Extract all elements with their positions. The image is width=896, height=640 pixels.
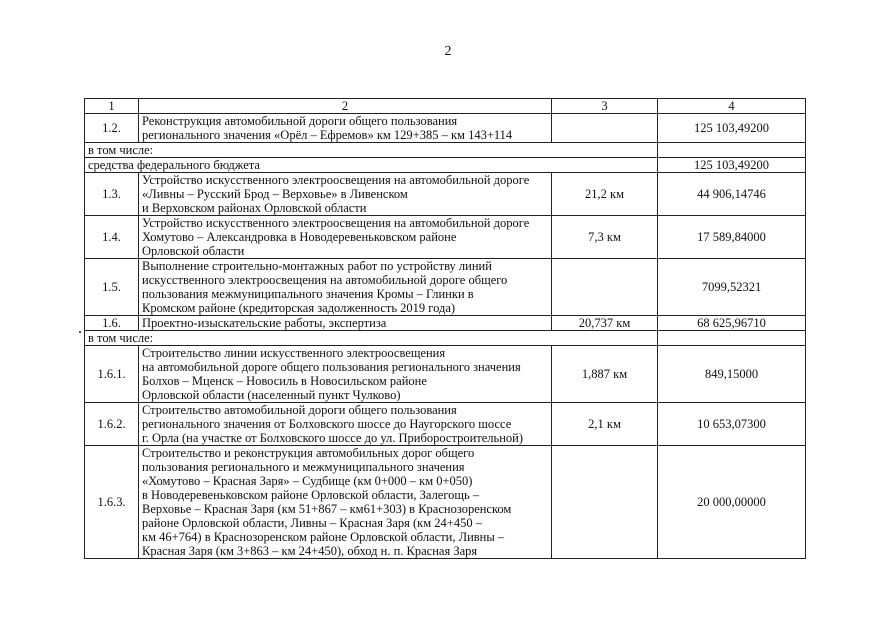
description-line: регионального значения от Болховского шоссе до Наугорского шоссе	[142, 417, 512, 431]
item-number: 1.4.	[85, 216, 139, 259]
item-description	[139, 316, 552, 331]
header-cell-2: 2	[139, 99, 552, 114]
description-line: и Верховском районах Орловской области	[142, 201, 367, 215]
description-line: Строительство автомобильной дороги общего пользования	[142, 403, 457, 417]
item-description	[139, 403, 552, 446]
description-line: пользования межмуниципального значения Кромы – Глинки в	[142, 287, 474, 301]
amount-cell: 44 906,14746	[658, 173, 806, 216]
description-line: районе Орловской области, Ливны – Красная Заря (км 24+450 –	[142, 516, 482, 530]
amount-cell: 10 653,07300	[658, 403, 806, 446]
item-number: 1.3.	[85, 173, 139, 216]
amount-cell	[658, 143, 806, 158]
description-line: Строительство линии искусственного электроосвещения	[142, 346, 446, 360]
description-line: Проектно-изыскательские работы, экспертиза	[142, 316, 387, 330]
table-header-row	[85, 99, 806, 114]
table-row	[85, 259, 806, 316]
table-row	[85, 114, 806, 143]
description-line: км 46+764) в Краснозоренском районе Орловской области, Ливны –	[142, 530, 505, 544]
item-description	[139, 173, 552, 216]
item-description	[139, 259, 552, 316]
length-cell	[552, 446, 658, 559]
item-number: 1.2.	[85, 114, 139, 143]
description-line: Выполнение строительно-монтажных работ по устройству линий	[142, 259, 492, 273]
table-body	[85, 99, 806, 559]
header-cell-3: 3	[552, 99, 658, 114]
table-subheading-row	[85, 331, 806, 346]
item-description	[139, 216, 552, 259]
description-line: регионального значения «Орёл – Ефремов» км 129+385 – км 143+114	[142, 128, 513, 142]
item-description	[139, 114, 552, 143]
length-cell: 20,737 км	[552, 316, 658, 331]
length-cell	[552, 259, 658, 316]
table-row	[85, 446, 806, 559]
item-number: 1.6.1.	[85, 346, 139, 403]
item-number: 1.6.3.	[85, 446, 139, 559]
item-number: 1.6.	[85, 316, 139, 331]
subheading-label: в том числе:	[85, 331, 658, 346]
budget-table	[84, 98, 806, 559]
header-cell-4: 4	[658, 99, 806, 114]
amount-cell: 7099,52321	[658, 259, 806, 316]
item-description	[139, 446, 552, 559]
table-row	[85, 403, 806, 446]
table-subheading-row	[85, 158, 806, 173]
description-line: Реконструкция автомобильной дороги общего пользования	[142, 114, 458, 128]
description-line: Орловской области	[142, 244, 245, 258]
description-line: пользования регионального и межмуниципального значения	[142, 460, 465, 474]
length-cell	[552, 114, 658, 143]
amount-cell: 849,15000	[658, 346, 806, 403]
description-line: Болхов – Мценск – Новосиль в Новосильском районе	[142, 374, 427, 388]
item-description	[139, 346, 552, 403]
length-cell: 1,887 км	[552, 346, 658, 403]
description-line: Хомутово – Александровка в Новодеревеньковском районе	[142, 230, 457, 244]
amount-cell: 125 103,49200	[658, 158, 806, 173]
description-line: Устройство искусственного электроосвещения на автомобильной дороге	[142, 173, 530, 187]
page-number: 2	[444, 44, 452, 59]
subheading-label: средства федерального бюджета	[85, 158, 658, 173]
description-line: Устройство искусственного электроосвещения на автомобильной дороге	[142, 216, 530, 230]
length-cell: 21,2 км	[552, 173, 658, 216]
description-line: «Ливны – Русский Брод – Верховье» в Ливенском	[142, 187, 408, 201]
amount-cell	[658, 331, 806, 346]
description-line: Кромском районе (кредиторская задолженность 2019 года)	[142, 301, 456, 315]
description-line: искусственного электроосвещения на автомобильной дороге общего	[142, 273, 508, 287]
table-subheading-row	[85, 143, 806, 158]
length-cell: 2,1 км	[552, 403, 658, 446]
scan-dot	[79, 331, 81, 333]
table-row	[85, 346, 806, 403]
amount-cell: 17 589,84000	[658, 216, 806, 259]
length-cell: 7,3 км	[552, 216, 658, 259]
amount-cell: 125 103,49200	[658, 114, 806, 143]
subheading-label: в том числе:	[85, 143, 658, 158]
amount-cell: 20 000,00000	[658, 446, 806, 559]
item-number: 1.6.2.	[85, 403, 139, 446]
description-line: в Новодеревеньковском районе Орловской области, Залегощь –	[142, 488, 480, 502]
amount-cell: 68 625,96710	[658, 316, 806, 331]
description-line: Верховье – Красная Заря (км 51+867 – км61+303) в Краснозоренском	[142, 502, 512, 516]
header-cell-1: 1	[85, 99, 139, 114]
table-row	[85, 216, 806, 259]
table-row	[85, 173, 806, 216]
description-line: г. Орла (на участке от Болховского шоссе до ул. Приборостроительной)	[142, 431, 524, 445]
description-line: на автомобильной дороге общего пользования регионального значения	[142, 360, 521, 374]
description-line: «Хомутово – Красная Заря» – Судбище (км 0+000 – км 0+050)	[142, 474, 473, 488]
description-line: Красная Заря (км 3+863 – км 24+450), обход н. п. Красная Заря	[142, 544, 478, 558]
description-line: Строительство и реконструкция автомобильных дорог общего	[142, 446, 475, 460]
item-number: 1.5.	[85, 259, 139, 316]
description-line: Орловской области (населенный пункт Чулково)	[142, 388, 401, 402]
table-row	[85, 316, 806, 331]
